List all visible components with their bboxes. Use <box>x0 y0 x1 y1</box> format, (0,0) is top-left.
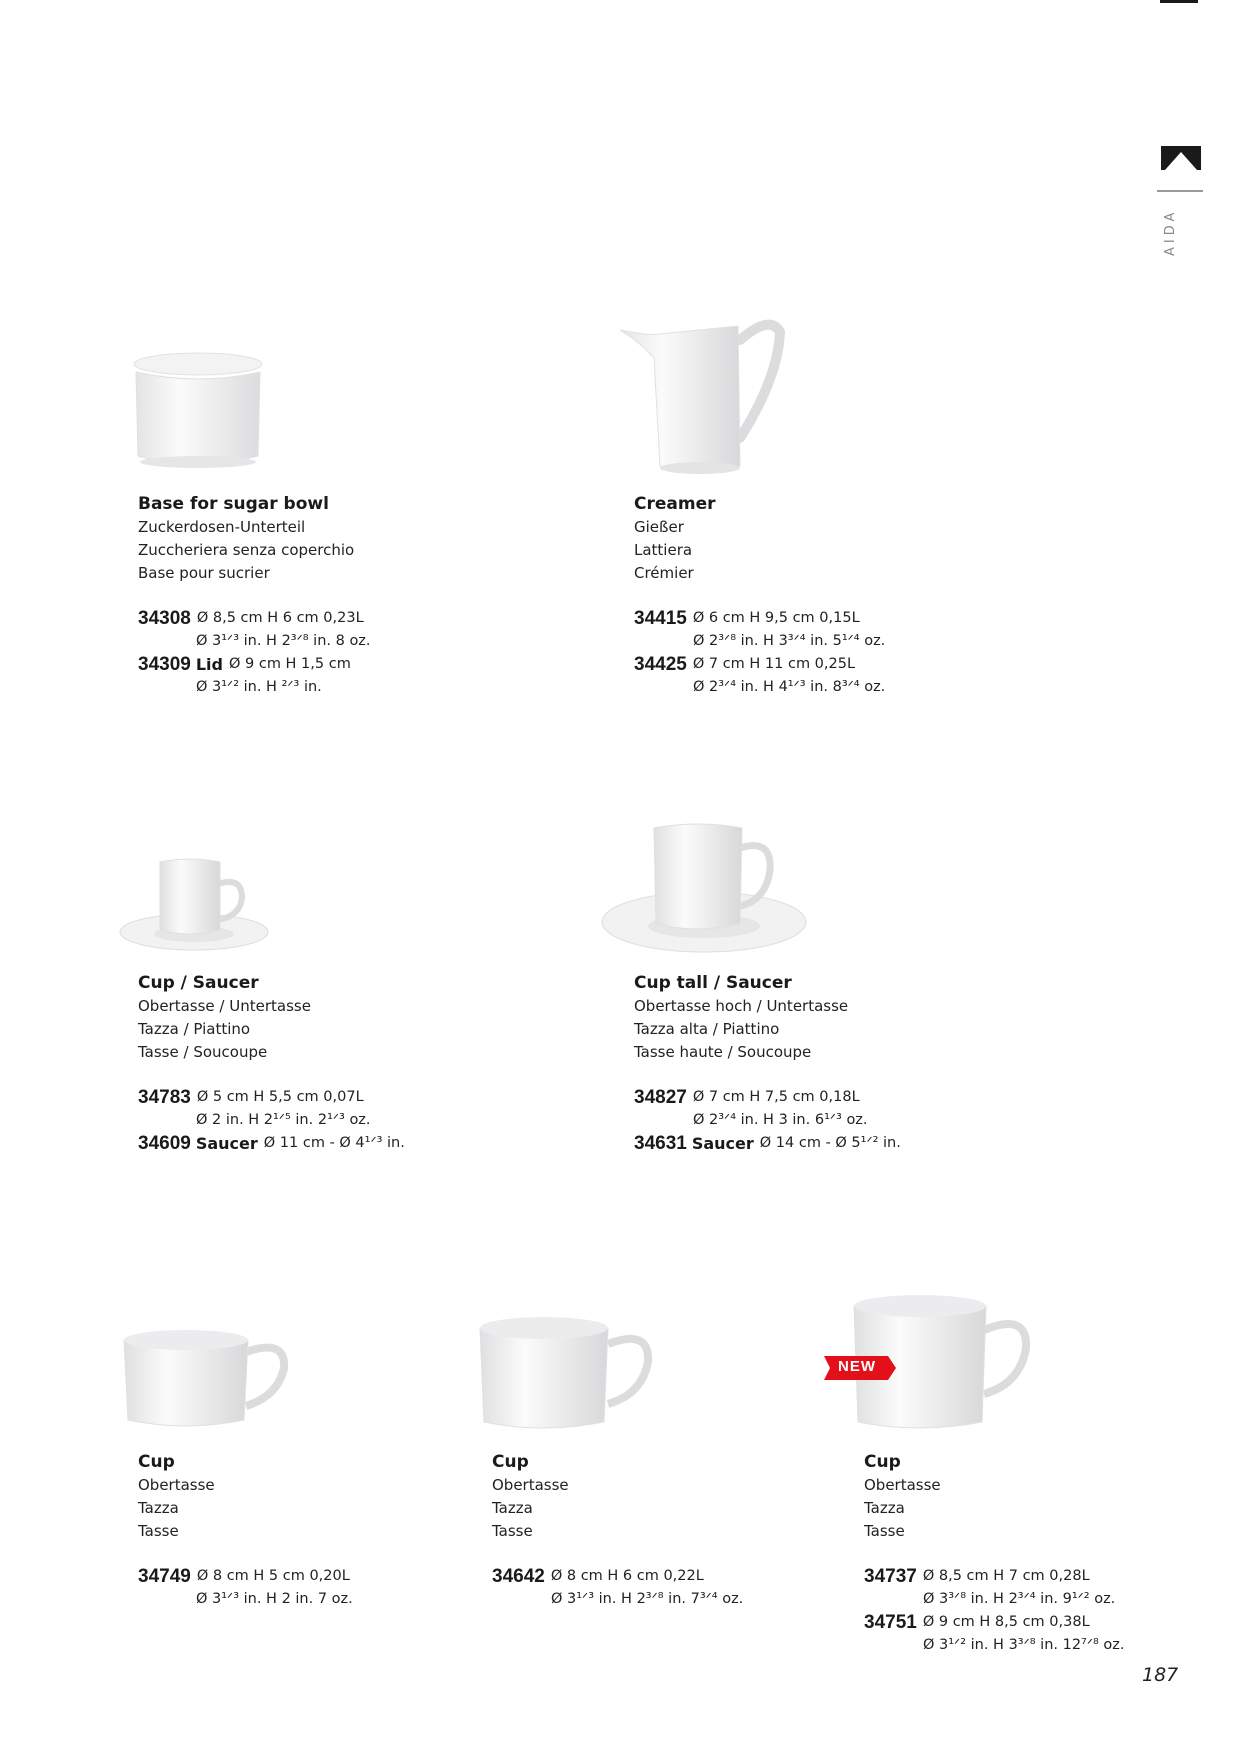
article-code: 34749 <box>138 1566 191 1587</box>
article-code: 34309 <box>138 654 191 675</box>
translation-de: Obertasse <box>138 1476 215 1494</box>
spec-row <box>634 607 885 630</box>
product-info <box>138 971 405 1155</box>
article-variant: Lid <box>195 655 223 674</box>
imperial-dimensions: Ø 2 in. H 2¹ᐟ⁵ in. 2¹ᐟ³ oz. <box>196 1112 371 1128</box>
spec-list <box>138 1565 353 1611</box>
product-info <box>634 492 885 699</box>
metric-dimensions: Ø 11 cm - Ø 4¹ᐟ³ in. <box>263 1135 405 1151</box>
translation-fr: Crémier <box>634 564 694 582</box>
translation-fr: Tasse / Soucoupe <box>138 1043 268 1061</box>
page-number: 187 <box>1142 1664 1179 1686</box>
spec-row <box>634 653 885 676</box>
cup-icon <box>122 1326 290 1432</box>
imperial-dimensions: Ø 3¹ᐟ³ in. H 2³ᐟ⁸ in. 7³ᐟ⁴ oz. <box>551 1591 744 1607</box>
metric-dimensions: Ø 5 cm H 5,5 cm 0,07L <box>196 1089 364 1105</box>
product-name: Cup <box>492 1452 529 1472</box>
article-code: 34609 <box>138 1133 191 1154</box>
translation-it: Tazza alta / Piattino <box>634 1020 780 1038</box>
metric-dimensions: Ø 8 cm H 6 cm 0,22L <box>550 1568 704 1584</box>
translation-fr: Base pour sucrier <box>138 564 270 582</box>
brand-divider <box>1157 190 1203 192</box>
imperial-dimensions: Ø 3¹ᐟ² in. H 3³ᐟ⁸ in. 12⁷ᐟ⁸ oz. <box>923 1637 1125 1653</box>
spec-row <box>138 1565 353 1588</box>
metric-dimensions: Ø 7 cm H 7,5 cm 0,18L <box>692 1089 860 1105</box>
cup-tall-saucer-icon <box>600 820 810 962</box>
article-code: 34783 <box>138 1087 191 1108</box>
article-code: 34415 <box>634 608 687 629</box>
translation-it: Lattiera <box>634 541 693 559</box>
translation-fr: Tasse <box>138 1522 179 1540</box>
product-info <box>138 1450 353 1611</box>
spec-row <box>138 1132 405 1155</box>
spec-row <box>864 1611 1125 1634</box>
spec-list <box>492 1565 743 1611</box>
spec-list <box>634 1086 901 1155</box>
metric-dimensions: Ø 9 cm H 1,5 cm <box>228 656 351 672</box>
cup-saucer-icon <box>118 854 274 958</box>
metric-dimensions: Ø 8,5 cm H 6 cm 0,23L <box>196 610 364 626</box>
imperial-dimensions: Ø 3¹ᐟ³ in. H 2 in. 7 oz. <box>196 1591 353 1607</box>
product-info <box>634 971 901 1155</box>
translation-it: Tazza / Piattino <box>138 1020 251 1038</box>
article-code: 34827 <box>634 1087 687 1108</box>
new-badge <box>824 1356 896 1380</box>
translation-it: Zuccheriera senza coperchio <box>138 541 355 559</box>
metric-dimensions: Ø 14 cm - Ø 5¹ᐟ² in. <box>759 1135 901 1151</box>
metric-dimensions: Ø 6 cm H 9,5 cm 0,15L <box>692 610 860 626</box>
product-name: Cup <box>138 1452 175 1472</box>
product-info <box>864 1450 1125 1657</box>
translation-fr: Tasse <box>492 1522 533 1540</box>
spec-list <box>138 607 371 699</box>
translation-it: Tazza <box>138 1499 179 1517</box>
article-code: 34737 <box>864 1566 917 1587</box>
article-code: 34642 <box>492 1566 545 1587</box>
spec-list <box>864 1565 1125 1657</box>
brand-label: AIDA <box>1163 208 1178 256</box>
metric-dimensions: Ø 8,5 cm H 7 cm 0,28L <box>922 1568 1090 1584</box>
translation-it: Tazza <box>492 1499 533 1517</box>
imperial-dimensions: Ø 3¹ᐟ³ in. H 2³ᐟ⁸ in. 8 oz. <box>196 633 371 649</box>
cup-icon <box>478 1312 654 1434</box>
spec-list <box>634 607 885 699</box>
spec-row <box>634 1132 901 1155</box>
spec-row <box>138 1086 405 1109</box>
product-name: Cup <box>864 1452 901 1472</box>
product-name: Base for sugar bowl <box>138 494 329 514</box>
spec-row <box>634 1086 901 1109</box>
product-name: Cup / Saucer <box>138 973 259 993</box>
spec-row <box>492 1565 743 1588</box>
translation-de: Zuckerdosen-Unterteil <box>138 518 306 536</box>
translation-de: Obertasse hoch / Untertasse <box>634 997 849 1015</box>
article-code: 34308 <box>138 608 191 629</box>
translation-fr: Tasse <box>864 1522 905 1540</box>
article-variant: Saucer <box>691 1134 754 1153</box>
spec-list <box>138 1086 405 1155</box>
imperial-dimensions: Ø 3¹ᐟ² in. H ²ᐟ³ in. <box>196 679 322 695</box>
rosenthal-logo-icon <box>1161 146 1201 170</box>
article-code: 34425 <box>634 654 687 675</box>
spec-row <box>864 1565 1125 1588</box>
spec-row <box>138 607 371 630</box>
product-info <box>492 1450 743 1611</box>
translation-de: Gießer <box>634 518 684 536</box>
metric-dimensions: Ø 8 cm H 5 cm 0,20L <box>196 1568 350 1584</box>
translation-de: Obertasse / Untertasse <box>138 997 311 1015</box>
product-name: Creamer <box>634 494 716 514</box>
brand-tab <box>1155 146 1205 266</box>
imperial-dimensions: Ø 2³ᐟ⁴ in. H 4¹ᐟ³ in. 8³ᐟ⁴ oz. <box>693 679 886 695</box>
metric-dimensions: Ø 7 cm H 11 cm 0,25L <box>692 656 856 672</box>
translation-de: Obertasse <box>864 1476 941 1494</box>
imperial-dimensions: Ø 2³ᐟ⁴ in. H 3 in. 6¹ᐟ³ oz. <box>693 1112 868 1128</box>
new-badge-label: NEW <box>838 1358 876 1375</box>
product-info <box>138 492 371 699</box>
translation-it: Tazza <box>864 1499 905 1517</box>
imperial-dimensions: Ø 2³ᐟ⁸ in. H 3³ᐟ⁴ in. 5¹ᐟ⁴ oz. <box>693 633 886 649</box>
metric-dimensions: Ø 9 cm H 8,5 cm 0,38L <box>922 1614 1090 1630</box>
article-code: 34751 <box>864 1612 917 1633</box>
imperial-dimensions: Ø 3³ᐟ⁸ in. H 2³ᐟ⁴ in. 9¹ᐟ² oz. <box>923 1591 1116 1607</box>
article-variant: Saucer <box>195 1134 258 1153</box>
product-name: Cup tall / Saucer <box>634 973 792 993</box>
translation-de: Obertasse <box>492 1476 569 1494</box>
article-code: 34631 <box>634 1133 687 1154</box>
translation-fr: Tasse haute / Soucoupe <box>634 1043 812 1061</box>
spec-row <box>138 653 371 676</box>
top-edge-mark <box>1160 0 1198 3</box>
sugar-bowl-icon <box>130 350 280 472</box>
creamer-icon <box>620 318 790 480</box>
